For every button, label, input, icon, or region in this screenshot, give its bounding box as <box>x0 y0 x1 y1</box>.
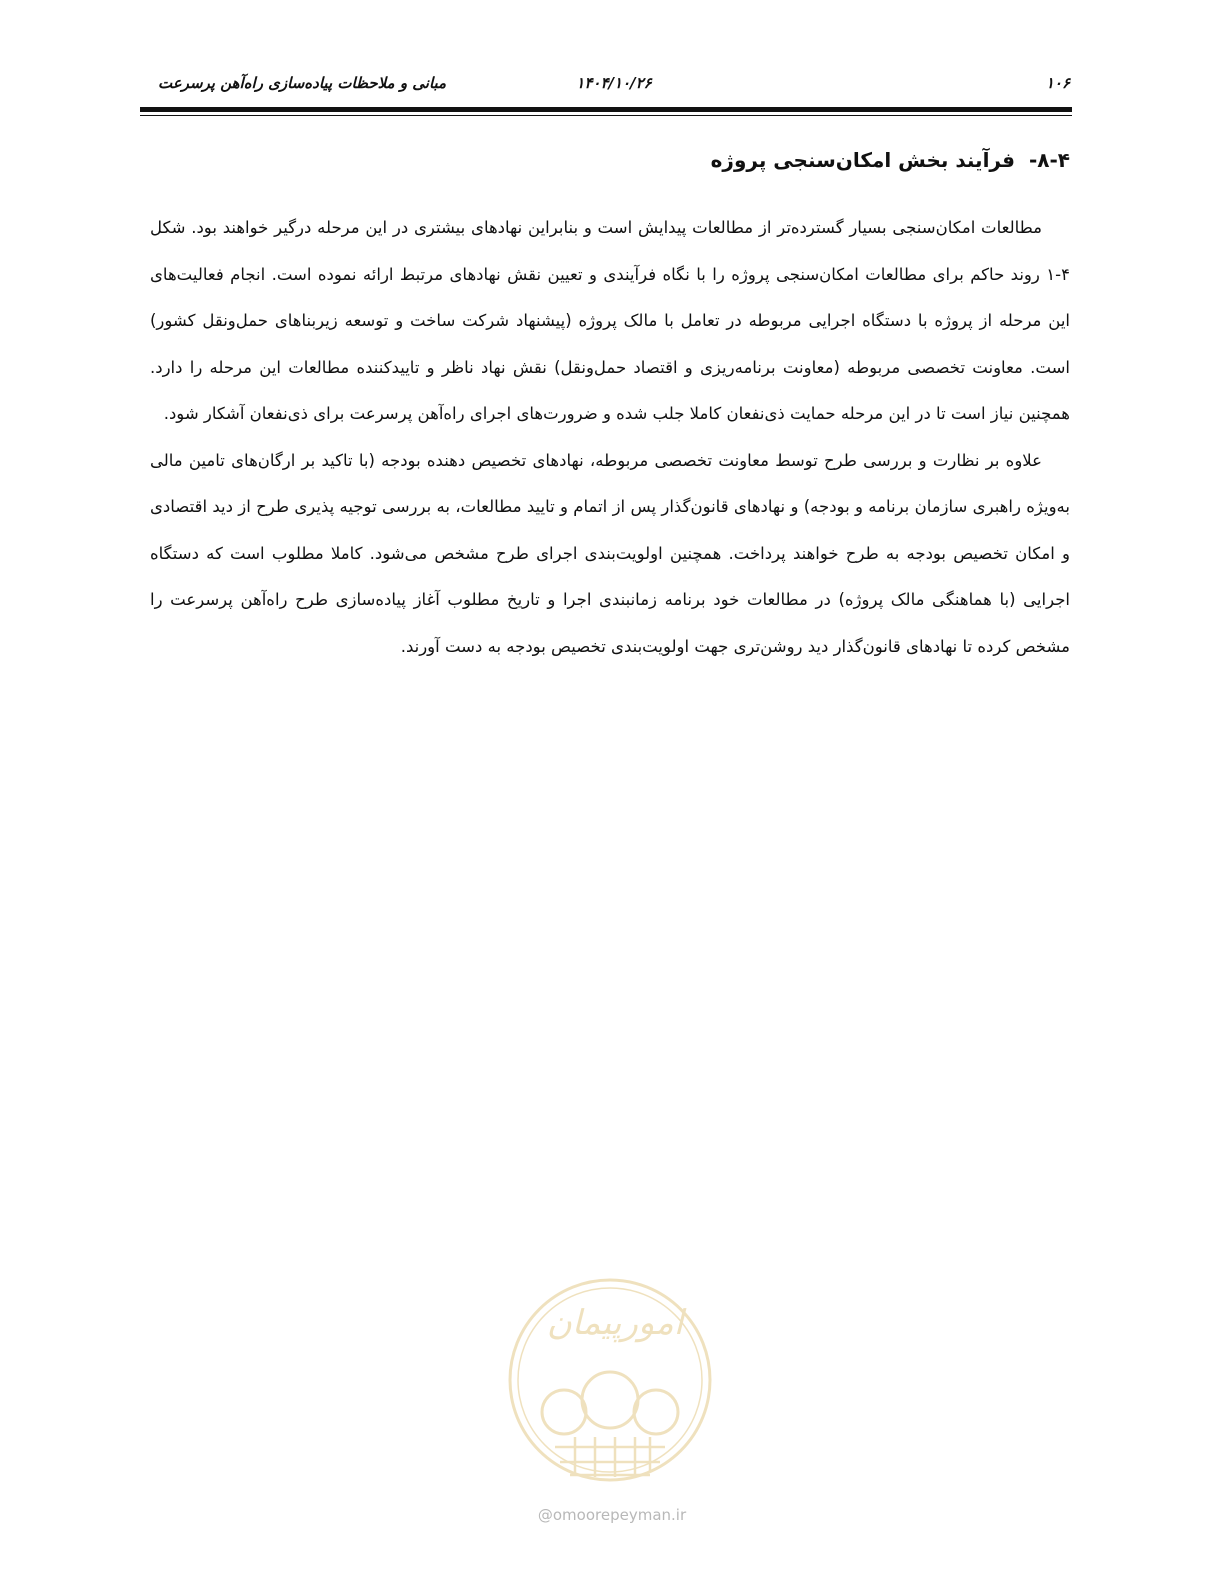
header-date: ۱۴۰۴/۱۰/۲۶ <box>576 74 652 92</box>
header-rule-thick <box>140 107 1072 112</box>
running-title: مبانی و ملاحظات پیاده‌سازی راه‌آهن پرسرعت <box>158 74 447 92</box>
page-header <box>158 74 1070 100</box>
paragraph: علاوه بر نظارت و بررسی طرح توسط معاونت تخصصی مربوطه، نهادهای تخصیص دهنده بودجه (با تاکید بر ارگان‌های تامین مالی به‌ویژه راهبری سازمان برنامه و بودجه) و نهادهای قانون‌گذار پس از اتمام و تایید مطالعات، به بررسی توجیه پذیری طرح از دید اقتصادی و امکان تخصیص بودجه به طرح خواهند پرداخت. همچنین اولویت‌بندی اجرای طرح مشخص می‌شود. کاملا مطلوب است که دستگاه اجرایی (با هماهنگی مالک پروژه) در مطالعات خود برنامه زمانبندی اجرا و تاریخ مطلوب آغاز پیاده‌سازی طرح راه‌آهن پرسرعت را مشخص کرده تا نهادهای قانون‌گذار دید روشن‌تری جهت اولویت‌بندی تخصیص بودجه به دست آورند. <box>150 450 1070 656</box>
section-title: فرآیند بخش امکان‌سنجی پروژه <box>710 148 1015 172</box>
section-number: ۸-۴- <box>1028 148 1070 172</box>
page-number: ۱۰۶ <box>1045 74 1070 92</box>
watermark-logo <box>500 1262 720 1502</box>
body-text <box>150 205 1070 670</box>
header-rule-thin <box>140 115 1072 116</box>
section-heading <box>140 148 1070 172</box>
watermark-url: @omoorepeyman.ir <box>537 1506 687 1524</box>
watermark-logo-text: امورپیمان <box>546 1303 684 1343</box>
paragraph: مطالعات امکان‌سنجی بسیار گسترده‌تر از مطالعات پیدایش است و بنابراین نهادهای بیشتری در این مرحله درگیر خواهند بود. شکل ۴-۱ روند حاکم برای مطالعات امکان‌سنجی پروژه را با نگاه فرآیندی و تعیین نقش نهادهای مرتبط ارائه نموده است. انجام فعالیت‌های این مرحله از پروژه با دستگاه اجرایی مربوطه در تعامل با مالک پروژه (پیشنهاد شرکت ساخت و توسعه زیربناهای حمل‌ونقل کشور) است. معاونت تخصصی مربوطه (معاونت برنامه‌ریزی و اقتصاد حمل‌ونقل) نقش نهاد ناظر و تاییدکننده مطالعات این مرحله را دارد. همچنین نیاز است تا در این مرحله حمایت ذی‌نفعان کاملا جلب شده و ضرورت‌های اجرای راه‌آهن پرسرعت برای ذی‌نفعان آشکار شود. <box>150 218 1070 423</box>
